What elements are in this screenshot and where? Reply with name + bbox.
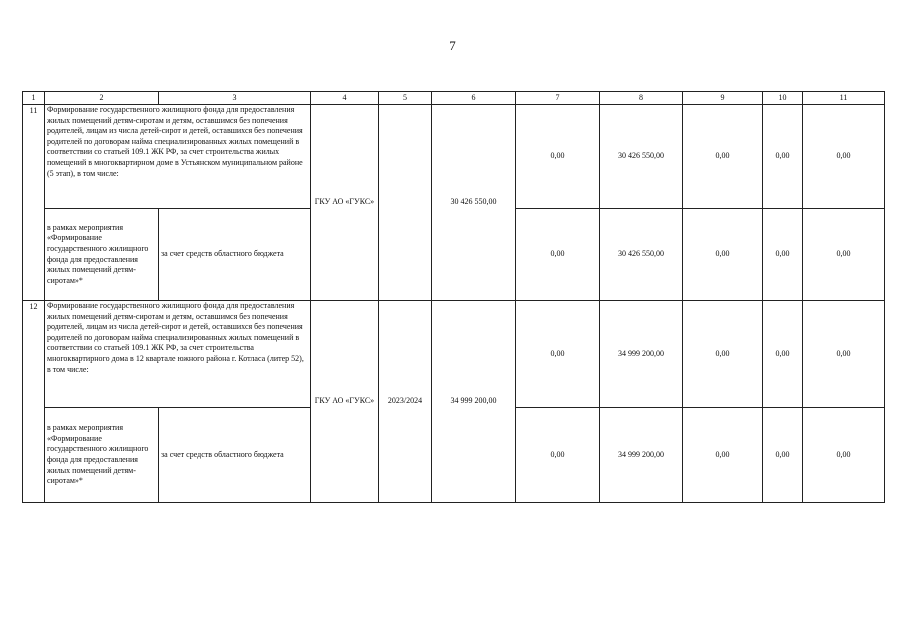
column-header: 3 bbox=[159, 92, 311, 105]
funding-source: за счет средств областного бюджета bbox=[159, 209, 311, 301]
value-cell: 0,00 bbox=[763, 105, 803, 209]
value-cell: 30 426 550,00 bbox=[600, 209, 683, 301]
column-header: 7 bbox=[516, 92, 600, 105]
funding-source: за счет средств областного бюджета bbox=[159, 408, 311, 503]
sub-activity: в рамках мероприятия «Формирование государственного жилищного фонда для предоставления жилых помещений детям-сиротам»* bbox=[45, 209, 159, 301]
sub-activity: в рамках мероприятия «Формирование государственного жилищного фонда для предоставления жилых помещений детям-сиротам»* bbox=[45, 408, 159, 503]
column-header: 5 bbox=[379, 92, 432, 105]
table-row bbox=[23, 301, 885, 408]
value-cell: 0,00 bbox=[683, 209, 763, 301]
column-header: 11 bbox=[803, 92, 885, 105]
period-cell bbox=[379, 105, 432, 301]
activity-title: Формирование государственного жилищного фонда для предоставления жилых помещений детям-сиротам и детям, оставшимся без попечения родителей, лицам из числа детей-сирот и детей, оставшихся без попечения родителей по договорам найма специализированных жилых помещений в соответствии со статьей 109.1 ЖК РФ, за счет строительства многоквартирного дома в 12 квартале южного района г. Котласа (литер 52), в том числе: bbox=[45, 301, 311, 408]
row-number: 12 bbox=[23, 301, 45, 503]
value-cell: 0,00 bbox=[516, 105, 600, 209]
row-number: 11 bbox=[23, 105, 45, 301]
executor-cell: ГКУ АО «ГУКС» bbox=[311, 105, 379, 301]
column-header: 9 bbox=[683, 92, 763, 105]
column-header: 6 bbox=[432, 92, 516, 105]
value-cell: 0,00 bbox=[803, 408, 885, 503]
value-cell: 0,00 bbox=[516, 209, 600, 301]
value-cell: 0,00 bbox=[763, 408, 803, 503]
value-cell: 0,00 bbox=[803, 209, 885, 301]
column-header: 8 bbox=[600, 92, 683, 105]
column-header: 1 bbox=[23, 92, 45, 105]
total-cell: 34 999 200,00 bbox=[432, 301, 516, 503]
page-number: 7 bbox=[449, 38, 456, 53]
column-header: 10 bbox=[763, 92, 803, 105]
table-row bbox=[23, 105, 885, 209]
total-cell: 30 426 550,00 bbox=[432, 105, 516, 301]
period-cell: 2023/2024 bbox=[379, 301, 432, 503]
value-cell: 0,00 bbox=[683, 301, 763, 408]
value-cell: 30 426 550,00 bbox=[600, 105, 683, 209]
column-header: 2 bbox=[45, 92, 159, 105]
value-cell: 0,00 bbox=[763, 301, 803, 408]
value-cell: 0,00 bbox=[683, 408, 763, 503]
header-row bbox=[23, 92, 885, 105]
value-cell: 0,00 bbox=[763, 209, 803, 301]
activity-title: Формирование государственного жилищного фонда для предоставления жилых помещений детям-сиротам и детям, оставшимся без попечения родителей, лицам из числа детей-сирот и детей, оставшихся без попечения родителей по договорам найма специализированных жилых помещений в соответствии со статьей 109.1 ЖК РФ, за счет строительства жилых помещений в многоквартирном доме в Устьянском муниципальном районе (5 этап), в том числе: bbox=[45, 105, 311, 209]
value-cell: 0,00 bbox=[683, 105, 763, 209]
value-cell: 0,00 bbox=[516, 408, 600, 503]
value-cell: 0,00 bbox=[803, 301, 885, 408]
executor-cell: ГКУ АО «ГУКС» bbox=[311, 301, 379, 503]
value-cell: 34 999 200,00 bbox=[600, 408, 683, 503]
value-cell: 0,00 bbox=[803, 105, 885, 209]
column-header: 4 bbox=[311, 92, 379, 105]
budget-table bbox=[22, 91, 885, 503]
value-cell: 0,00 bbox=[516, 301, 600, 408]
value-cell: 34 999 200,00 bbox=[600, 301, 683, 408]
